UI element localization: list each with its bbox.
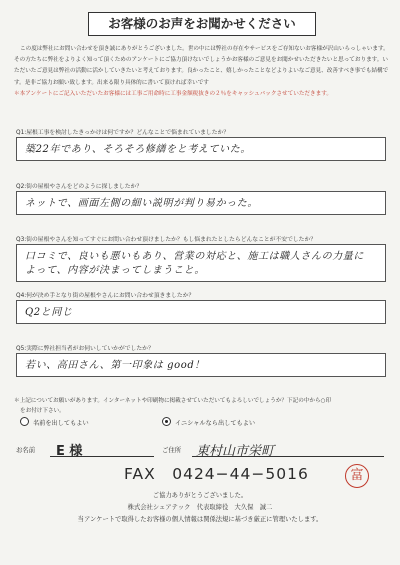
question-3-answer-line-1: 口コミで、良いも悪いもあり、営業の対応と、施工は職人さんの力量に: [25, 251, 364, 262]
cashback-note: ＊本アンケートにご記入いただいたお客様には工事ご用命時に工事金額税抜きの２％をキャッシュバックさせていただきます。: [14, 90, 332, 97]
address-label: ご住所: [162, 446, 182, 454]
question-1-answer-box: [16, 137, 386, 161]
question-2-label: Q2:街の屋根やさんをどのように探しましたか？: [16, 184, 143, 190]
address-underline: [192, 456, 384, 457]
customer-info-row: [16, 439, 384, 459]
permission-line-1: ＊上記についてお願いがあります。インターネットや印刷物に掲載させていただいてもよろしいでしょうか？下記の中から○印: [14, 398, 332, 404]
question-1-label: Q1:屋根工事を検討したきっかけは何ですか？どんなことで悩まれていましたか？: [16, 130, 230, 136]
page-title: お客様のお声をお聞かせください: [88, 12, 316, 36]
option-initials-ok[interactable]: [162, 417, 255, 427]
question-3-label: Q3:街の屋根やさんを知ってすぐにお問い合わせ頂けましたか？もし悩まれたとしたらどんなことが不安でしたか？: [16, 237, 317, 243]
option-initials-ok-label: イニシャルなら出してもよい: [175, 420, 256, 427]
company-seal-stamp: 富: [345, 464, 369, 488]
option-name-ok-radio[interactable]: [20, 417, 29, 426]
question-4-label: Q4:何が決め手となり街の屋根やさんにお問い合わせ頂きましたか？: [16, 293, 195, 299]
name-label: お名前: [16, 446, 36, 454]
fax-number: FAX 0424−44−5016: [124, 465, 309, 483]
permission-line-2: をお付け下さい。: [20, 407, 65, 414]
question-1-answer: 築22年であり、そろそろ修繕をと考えていた。: [25, 144, 251, 155]
address-value: 東村山市栄町: [196, 444, 275, 459]
footer-privacy: 当アンケートで取得したお客様の個人情報は関係法規に基づき厳正に管理いたします。: [77, 516, 323, 523]
question-4-answer-box: [16, 300, 386, 324]
intro-paragraph: この度は弊社にお問い合わせを頂き誠にありがとうございました。世の中には弊社の存在やサービスをご存知ないお客様が沢山いらっしゃいます。その方たちに弊社をよりよく知って頂くためのアンケートにご協力頂けないでしょうかお客様のご意見をお聞かせいただきたいと思っております。いただいたご意見は弊社の活動に活かしていきたいと考えております。良かったこと、嬉しかったことなどよりよいなご意見、改善すべき事でも結構です。是非ご協力お願い致します。出来る限り具体的に書いて頂ければ幸いです: [14, 46, 389, 86]
question-5-answer: 若い、高田さん、第一印象は good！: [25, 360, 206, 371]
name-value: E 様: [56, 444, 83, 459]
question-3-answer-line-2: よって、内容が決まってしまうこと。: [25, 265, 205, 276]
publication-permission: [14, 397, 390, 416]
footer-thanks: ご協力ありがとうございました。: [152, 492, 248, 499]
question-4-answer: Q2と同じ: [25, 307, 73, 318]
option-name-ok[interactable]: [20, 417, 89, 427]
intro-text: [14, 44, 390, 100]
question-2-answer: ネットで、画面左側の細い説明が判り易かった。: [25, 198, 258, 209]
option-initials-ok-radio[interactable]: [162, 417, 171, 426]
name-underline: [50, 456, 154, 457]
footer-company: 株式会社シェアテック 代表取締役 大久保 誠二: [127, 504, 273, 511]
question-5-answer-box: [16, 353, 386, 377]
option-name-ok-label: 名前を出してもよい: [33, 420, 89, 427]
question-5-label: Q5:実際に弊社担当者がお伺いしていかがでしたか？: [16, 346, 154, 352]
question-2-answer-box: [16, 191, 386, 215]
question-3-answer-box: [16, 244, 386, 282]
